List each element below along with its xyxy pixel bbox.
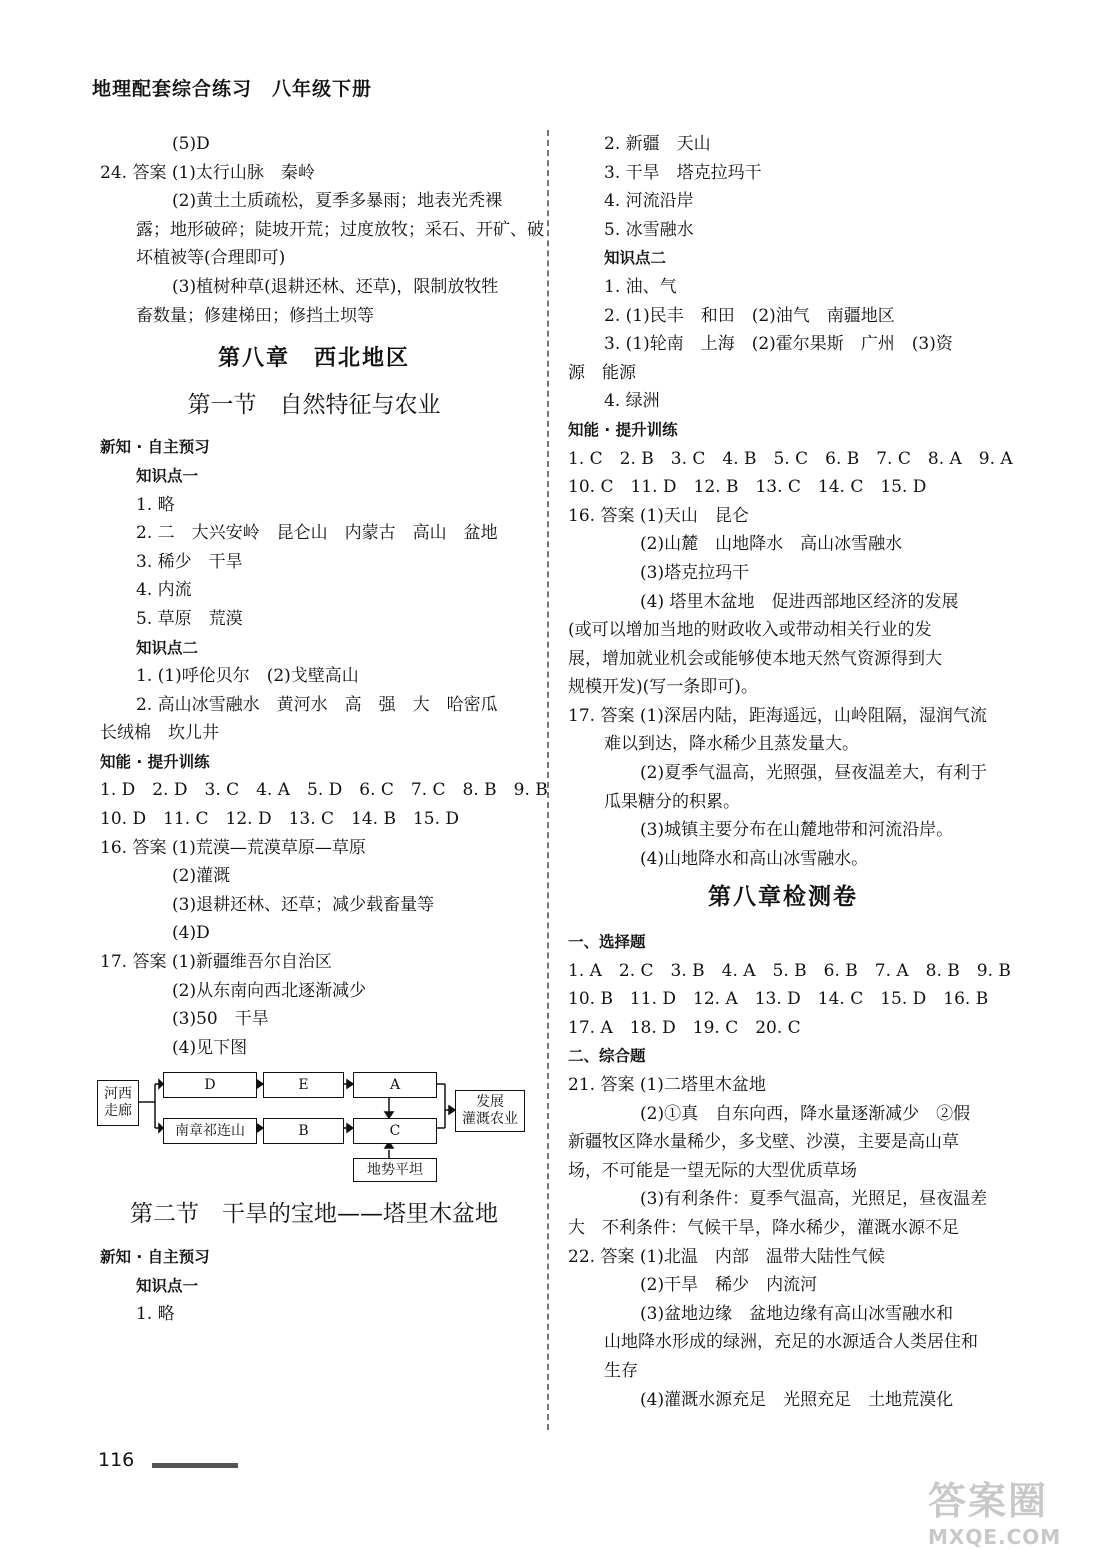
text-line: 知识点一 [136, 466, 199, 485]
text-line: 一、选择题 [568, 933, 646, 952]
text-line: (3)有利条件：夏季气温高，光照足，昼夜温差 [640, 1189, 988, 1210]
text-line: (2)干旱 稀少 内流河 [640, 1275, 818, 1296]
text-line: 坏植被等(合理即可) [136, 248, 286, 269]
text-line: (3)城镇主要分布在山麓地带和河流沿岸。 [640, 820, 954, 841]
text-line: 新知 · 自主预习 [100, 1248, 210, 1266]
text-line: 1. 略 [136, 1304, 175, 1325]
text-line: 新疆牧区降水量稀少，多戈壁、沙漠，主要是高山草 [568, 1132, 959, 1153]
box-b: B [263, 1118, 344, 1144]
text-line: (4)灌溉水源充足 光照充足 土地荒漠化 [640, 1389, 954, 1410]
text-line: 4. 内流 [136, 580, 192, 601]
flow-diagram [97, 1072, 528, 1182]
text-line: (3)植树种草(退耕还林、还草)，限制放牧牲 [172, 276, 499, 297]
text-line: 长绒棉 坎儿井 [100, 723, 219, 744]
box-irrigation-agriculture: 发展 灌溉农业 [455, 1090, 525, 1132]
text-line: 大 不利条件：气候干旱，降水稀少，灌溉水源不足 [568, 1217, 959, 1238]
section-title-2: 第二节 干旱的宝地——塔里木盆地 [130, 1201, 498, 1228]
text-line: (2)①真 自东向西，降水量逐渐减少 ②假 [640, 1103, 971, 1124]
text-line: 2. (1)民丰 和田 (2)油气 南疆地区 [604, 305, 895, 326]
text-line: 二、综合题 [568, 1047, 646, 1066]
box-e: E [263, 1072, 344, 1098]
text-line: (4)D [172, 923, 210, 944]
watermark-logo: 答案圈 MXQE.COM [928, 1479, 1062, 1549]
text-line: 新知 · 自主预习 [100, 438, 210, 457]
chapter-title: 第八章 西北地区 [217, 345, 410, 372]
chapter-test-title: 第八章检测卷 [708, 883, 858, 911]
section-1-answers [100, 433, 548, 1062]
text-line: 1. 油、气 [604, 276, 677, 297]
page-number: 116 [98, 1449, 135, 1471]
text-line: 10. C 11. D 12. B 13. C 14. C 15. D [568, 477, 927, 498]
text-line: 知能 · 提升训练 [568, 420, 678, 439]
text-line: 4. 绿洲 [604, 391, 660, 412]
text-line: 2. 高山冰雪融水 黄河水 高 强 大 哈密瓜 [136, 694, 498, 715]
text-line: 1. A 2. C 3. B 4. A 5. B 6. B 7. A 8. B 9. B [568, 960, 1011, 981]
text-line: 露；地形破碎；陡坡开荒；过度放牧；采石、开矿、破 [136, 219, 544, 240]
footer-bar [152, 1463, 238, 1468]
box-qilian-mountains: 南章祁连山 [163, 1118, 257, 1144]
text-line: 17. 答案 (1)新疆维吾尔自治区 [100, 952, 332, 973]
text-line: (2)黄土土质疏松，夏季多暴雨；地表光秃裸 [172, 191, 503, 212]
text-line: (3)盆地边缘 盆地边缘有高山冰雪融水和 [640, 1303, 954, 1324]
text-line: (5)D [172, 134, 210, 154]
text-line: (2)灌溉 [172, 866, 231, 887]
text-line: (2)山麓 山地降水 高山冰雪融水 [640, 534, 903, 555]
text-line: 4. 河流沿岸 [604, 191, 694, 212]
text-line: 1. D 2. D 3. C 4. A 5. D 6. C 7. C 8. B 9. B [100, 780, 548, 801]
text-line: (4)见下图 [172, 1037, 248, 1058]
text-line: 10. D 11. C 12. D 13. C 14. B 15. D [100, 809, 460, 830]
text-line: 3. 干旱 塔克拉玛干 [604, 162, 762, 183]
right-column [568, 130, 1013, 1414]
text-line: 17. A 18. D 19. C 20. C [568, 1017, 801, 1038]
running-header: 地理配套综合练习 八年级下册 [92, 78, 373, 100]
section-title-1: 第一节 自然特征与农业 [187, 391, 441, 418]
text-line: 17. 答案 (1)深居内陆，距海遥远，山岭阻隔，湿润气流 [568, 705, 987, 726]
text-line: (3)退耕还林、还草；减少载畜量等 [172, 894, 435, 915]
text-line: 3. 稀少 干旱 [136, 551, 243, 572]
box-hexi-corridor: 河西 走廊 [97, 1080, 139, 1126]
box-flat-terrain: 地势平坦 [353, 1158, 437, 1182]
text-line: 展，增加就业机会或能够使本地天然气资源得到大 [568, 648, 942, 669]
text-line: 难以到达，降水稀少且蒸发量大。 [604, 734, 859, 755]
text-line: 2. 二 大兴安岭 昆仑山 内蒙古 高山 盆地 [136, 523, 498, 544]
text-line: (3)50 干旱 [172, 1009, 269, 1030]
text-line: 知识点二 [136, 638, 199, 657]
text-line: 10. B 11. D 12. A 13. D 14. C 15. D 16. B [568, 989, 989, 1010]
text-line: (2)从东南向西北逐渐减少 [172, 980, 367, 1001]
answer-block-24 [100, 130, 544, 330]
text-line: 16. 答案 (1)荒漠—荒漠草原—草原 [100, 837, 366, 858]
text-line: 5. 草原 荒漠 [136, 608, 243, 629]
box-a: A [353, 1072, 437, 1098]
text-line: (4)山地降水和高山冰雪融水。 [640, 848, 869, 869]
text-line: 1. 略 [136, 494, 175, 515]
text-line: (或可以增加当地的财政收入或带动相关行业的发 [568, 620, 932, 641]
text-line: 16. 答案 (1)天山 昆仑 [568, 505, 749, 526]
text-line: 规模开发)(写一条即可)。 [568, 677, 758, 698]
left-column [100, 130, 548, 1329]
text-line: 知识点二 [604, 249, 667, 268]
text-line: 生存 [604, 1360, 638, 1381]
text-line: 21. 答案 (1)二塔里木盆地 [568, 1075, 766, 1095]
text-line: 山地降水形成的绿洲，充足的水源适合人类居住和 [604, 1332, 978, 1353]
text-line: 知识点一 [136, 1276, 199, 1295]
text-line: 1. (1)呼伦贝尔 (2)戈壁高山 [136, 666, 359, 687]
text-line: 知能 · 提升训练 [100, 752, 210, 771]
box-c: C [353, 1118, 437, 1144]
text-line: 22. 答案 (1)北温 内部 温带大陆性气候 [568, 1246, 885, 1267]
text-line: 24. 答案 (1)太行山脉 秦岭 [100, 162, 315, 183]
text-line: (2)夏季气温高，光照强，昼夜温差大，有利于 [640, 763, 988, 784]
section-2-answers [100, 1243, 528, 1329]
text-line: 畜数量；修建梯田；修挡土坝等 [136, 305, 374, 326]
text-line: 源 能源 [568, 362, 636, 383]
text-line: (4) 塔里木盆地 促进西部地区经济的发展 [640, 591, 959, 612]
text-line: 场，不可能是一望无际的大型优质草场 [568, 1160, 857, 1181]
text-line: (3)塔克拉玛干 [640, 562, 750, 583]
text-line: 5. 冰雪融水 [604, 219, 694, 240]
box-d: D [163, 1072, 257, 1098]
chapter-test-answers [568, 928, 1011, 1414]
text-line: 瓜果糖分的积累。 [604, 791, 740, 812]
section-2-answers-continued [568, 130, 1013, 873]
text-line: 3. (1)轮南 上海 (2)霍尔果斯 广州 (3)资 [604, 334, 953, 355]
text-line: 2. 新疆 天山 [604, 134, 711, 154]
text-line: 1. C 2. B 3. C 4. B 5. C 6. B 7. C 8. A 9. A [568, 448, 1013, 469]
